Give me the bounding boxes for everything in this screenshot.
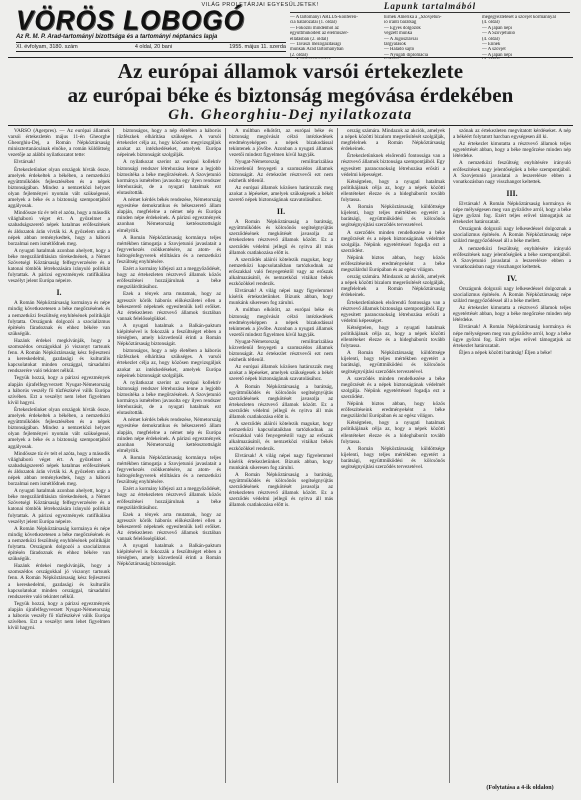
paragraph: A nemzetközi feszültség enyhítésére irányuló erőfeszítések nagy jelentőségűek a béke szempontjából. A Szovjetunió javaslatai a leszerelésre ebben a vonatkozásban nagy visszhangot keltettek.	[453, 160, 571, 185]
paragraph: A Román Népköztársaság a barátság, együttműködés és kölcsönös segítségnyújtás szerződésének megkötését javasolja az értekezleten résztvevő államok között. Ez a szerződés védelmi jellegű és nyitva áll más államok csatlakozása előtt is.	[229, 471, 333, 509]
section-number: I.	[56, 288, 62, 298]
paragraph: Kétségtelen, hogy a nyugati hatalmak politikájának célja az, hogy a népek közötti ellentéteket élezze és a hidegháborút tovább folytassa.	[341, 324, 445, 350]
headline-line-1: Az európai államok varsói értekezlete	[117, 59, 464, 83]
article-column-3	[229, 128, 333, 780]
paragraph: A nemzetközi feszültség enyhítésére irányuló erőfeszítések nagy jelentőségűek a béke szempontjából. A Szovjetunió javaslatai a leszerelésre ebben a vonatkozásban nagy visszhangot keltettek.	[453, 245, 571, 270]
contents-box	[290, 12, 570, 57]
article-column-5	[453, 128, 571, 780]
paragraph: ország számára. Mindazok az akciók, amelyek a népek közötti bizalom megerősítését szolgálják, megfelelnek a Román Népköztársaság érdekeinek.	[341, 128, 445, 153]
contents-entry: — Ennek	[482, 42, 501, 48]
paragraph: A Román Népköztársaság kormánya teljes mértékben támogatja a Szovjetunió javaslatait a fegyverkezés csökkentésére, az atom- és hidrogénfegyverek eltiltására és a nemzetközi feszültség enyhítésére.	[117, 234, 221, 265]
paragraph: Az európai államok közösen határozzák meg azokat a lépéseket, amelyek szükségesek a békét szerető népek biztonságának szavatolásához.	[229, 364, 333, 383]
masthead-infobar	[16, 42, 286, 52]
issue-number: XI. évfolyam, 3180. szám	[16, 44, 78, 50]
issue-date: 1955. május 11. szerda	[229, 44, 286, 50]
paragraph: A Román Népköztársaság küldöttsége kijelenti, hogy teljes mértékben egyetért a barátsági, együttműködési és kölcsönös segítségnyújtási szerződés tervezetével.	[341, 445, 445, 470]
contents-title: Lapunk tartalmából	[383, 1, 477, 11]
contents-entry: — A Szovjetunió	[482, 31, 516, 37]
paragraph: Mindössze tíz év telt el azóta, hogy a második világháború véget ért. A győzelmet a szabadságszerető népek hatalmas erőfeszítések és áldozatok árán vívták ki. A győzelem után a népek abban reménykedtek, hogy a háború borzalmai nem ismétlődnek meg.	[8, 210, 110, 247]
paragraph: Értekezletünket olyan országok hívták össze, amelyek érdekeltek a békében, a nemzetközi együttműködés fejlesztésében és a népek biztonságában. Mindez a nemzetközi helyzet olyan fejleményei nyomán vált szükségessé, amelyek a béke és a biztonság szempontjából aggályosak.	[8, 166, 110, 210]
paragraph: Hazánk érdekei megkívánják, hogy a szomszédos országokkal jó viszonyt tartsunk fenn. A Román Népköztársaság kész fejleszteni a kereskedelmi, gazdasági és kulturális kapcsolatokat minden országgal, társadalmi rendszerére való tekintet nélkül.	[8, 337, 110, 375]
section-number: III.	[506, 188, 518, 198]
contents-entry: tárgyalások	[384, 42, 407, 48]
paragraph: Az értekezlet kimutatta a résztvevő államok teljes egyetértését abban, hogy a béke megőrzése minden nép létérdeke.	[453, 141, 571, 160]
contents-entry: (2. oldal)	[290, 52, 308, 58]
headline-line-2: az európai béke és biztonság megóvása érdekében	[67, 83, 514, 107]
headline-subtitle: Gh. Gheorghiu-Dej nyilatkozata	[168, 107, 413, 123]
contents-entry: — Nyugati diplomácia	[384, 52, 428, 58]
paragraph: Értekezletünknek elsőrendű fontossága van a résztvevő államok biztonsága szempontjából. Egy egyesített parancsnokság létrehozása erősíti a védelmi képességet.	[341, 153, 445, 178]
paragraph: A Román Népköztársaság a barátság, együttműködés és kölcsönös segítségnyújtás szerződésének megkötését javasolja az értekezleten résztvevő államok között. Ez a szerződés védelmi jellegű és nyitva áll más államok csatlakozása előtt is.	[229, 383, 333, 421]
contents-entry: — Tavaszi mezőgazdasági	[290, 42, 341, 48]
paragraph: Ezért a kormány kifejezi azt a meggyőződését, hogy az értekezleten résztvevő államok közös erőfeszítései hozzájárulnak a béke megszilárdításához.	[117, 486, 221, 511]
paragraph: A Román Népköztársaság küldöttsége kijelenti, hogy teljes mértékben egyetért a barátsági, együttműködési és kölcsönös segítségnyújtási szerződés tervezetével.	[341, 204, 445, 229]
paragraph: Az értekezlet kimutatta a résztvevő államok teljes egyetértését abban, hogy a béke megőrzése minden nép létérdeke.	[453, 305, 571, 324]
paragraph: A Román Népköztársaság kormánya és népe mindig következetesen a béke megőrzésének és a nemzetközi feszültség enyhítésének politikáját folytatta. Országunk dolgozói a szocializmus építésén fáradoznak és ehhez békére van szükségük.	[8, 525, 110, 563]
paragraph: Népünk biztos abban, hogy közös erőfeszítéseink eredményeként a béke megszilárdul Európában és az egész világon.	[341, 401, 445, 420]
contents-entry: megegyeztetését a szovjet kormánnyal	[482, 15, 556, 20]
paragraph: Országunk dolgozói nagy lelkesedéssel dolgoznak a szocializmus építésén. A Román Népköztársaság népe szilárd meggyőződéssel áll a béke mellett.	[453, 226, 571, 245]
paragraph: A szerződés minden rendelkezése a béke megőrzését és a népek biztonságának védelmét szolgálja. Népünk egyetértéssel fogadja ezt a szerződést.	[341, 229, 445, 254]
paragraph: biztonságos, hogy a nép életében a háborús tűzfészkek elhárítása szükséges. A varsói értekezlet célja az, hogy közösen megvizsgáljuk azokat az intézkedéseket, amelyek Európa népeinek biztonságát szolgálják.	[117, 128, 221, 159]
contents-entry: — A Jugoszláviai	[384, 36, 418, 42]
paragraph: biztonságos, hogy a nép életében a háborús tűzfészkek elhárítása szükséges. A varsói értekezlet célja az, hogy közösen megvizsgáljuk azokat az intézkedéseket, amelyek Európa népeinek biztonságát szolgálják.	[117, 348, 221, 379]
masthead-motto: VILÁG PROLETÁRJAI EGYESÜLJETEK!	[201, 2, 319, 8]
paragraph: Kétségtelen, hogy a nyugati hatalmak politikájának célja az, hogy a népek közötti ellentéteket élezze és a hidegháborút tovább folytassa.	[341, 420, 445, 445]
masthead-logo-text: VÖRÖS LOBOGÓ	[16, 4, 245, 36]
contents-entry: együttműködést az élelmiszer-	[290, 31, 349, 37]
paragraph: Éljen a népek közötti barátság! Éljen a béke!	[459, 349, 552, 356]
article-column-2	[117, 128, 221, 780]
paragraph: Tegyük hozzá, hogy a párizsi egyezmények alapján újrafelfegyverzett Nyugat-Németország a háborús veszély fő tűzfészkévé válik Európa szívében. Ezt a veszélyt nem lehet figyelmen kívül hagyni.	[8, 375, 110, 406]
column-separator	[225, 128, 226, 783]
paragraph: Hazánk érdekei megkívánják, hogy a szomszédos országokkal jó viszonyt tartsunk fenn. A Román Népköztársaság kész fejleszteni a kereskedelmi, gazdasági és kulturális kapcsolatokat minden országgal, társadalmi rendszerére való tekintet nélkül.	[8, 563, 110, 600]
article-column-4	[341, 128, 445, 780]
paragraph: A nyugati hatalmak a Balkán-paktum kiépítésével is fokozzák a feszültséget ebben a térségben, amely közvetlenül érinti a Román Népköztársaság biztonságát.	[117, 543, 221, 568]
divider	[8, 57, 573, 58]
contents-entry: (4. oldal)	[482, 20, 500, 26]
contents-entry: — Egyes dolgozók	[384, 25, 421, 31]
paragraph: Országunk dolgozói nagy lelkesedéssel dolgoznak a szocializmus építésén. A Román Népköztársaság népe szilárd meggyőződéssel áll a béke mellett.	[453, 285, 571, 305]
paragraph: Elvtársak! A Román Népköztársaság kormánya és népe mélységesen meg van győződve arról, hogy a béke ügye győzni fog. Ezért teljes erővel támogatjuk az értekezlet határozatait.	[453, 200, 571, 226]
contents-col-2	[384, 15, 476, 59]
contents-entry: ellátásban (2. oldal)	[290, 36, 328, 42]
paragraph: Tegyük hozzá, hogy a párizsi egyezmények alapján újrafelfegyverzett Nyugat-Németország a háborús veszély fő tűzfészkévé válik Európa szívében. Ezt a veszélyt nem lehet figyelmen kívül hagyni.	[8, 600, 110, 632]
paragraph: Az európai államok közösen határozzák meg azokat a lépéseket, amelyek szükségesek a békét szerető népek biztonságának szavatolásához.	[229, 184, 333, 204]
paragraph: ország számára. Mindazok az akciók, amelyek a népek közötti bizalom megerősítését szolgálják, megfelelnek a Román Népköztársaság érdekeinek.	[341, 274, 445, 299]
contents-entry: hírnek Amerika a „Szovjetun-	[384, 15, 442, 20]
contents-entry: — A japán népi	[482, 25, 512, 31]
paragraph: A nyugati hatalmak azonban ahelyett, hogy a béke megszilárdítására törekednének, a Német Szövetségi Köztársaság felfegyverzésére és a katonai tömbök létrehozására irányuló politikát folytattak. A párizsi egyezmények ratifikálása veszélyt jelent Európa népeire.	[8, 488, 110, 525]
contents-entry: — Haladó sajtó	[384, 47, 415, 53]
paragraph: A Román Népköztársaság kormánya és népe mindig következetesen a béke megőrzésének és a nemzetközi feszültség enyhítésének politikáját folytatta. Országunk dolgozói a szocializmus építésén fáradoznak és ehhez békére van szükségük.	[8, 300, 110, 337]
continuation-note: (Folytatása a 4-ik oldalon)	[486, 785, 554, 791]
section-number: II.	[276, 207, 286, 217]
paragraph: A szerződés aláírói kötelezik magukat, hogy nemzetközi kapcsolataikban tartózkodnak az erőszakkal való fenyegetéstől vagy az erőszak alkalmazásától, és nemzetközi vitáikat békés eszközökkel rendezik.	[229, 256, 333, 288]
column-separator	[449, 128, 450, 783]
section-number: IV.	[507, 273, 517, 283]
paragraph: VARSÓ (Agerpres). — Az európai államok varsói értekezletén május 11-én Gheorghe Gheorghiu-Dej, a Román Népköztársaság minisztertanácsának elnöke, a román küldöttség vezetője az alábbi nyilatkozatot tette:	[8, 128, 110, 159]
column-separator	[337, 128, 338, 783]
paragraph: Értekezletünknek elsőrendű fontossága van a résztvevő államok biztonsága szempontjából. Egy egyesített parancsnokság létrehozása erősíti a védelmi képességet.	[341, 299, 445, 324]
column-separator	[113, 128, 114, 783]
paragraph: A Román Népköztársaság küldöttsége kijelenti, hogy teljes mértékben egyetért a barátsági, együttműködési és kölcsönös segítségnyújtási szerződés tervezetével.	[341, 350, 445, 375]
paragraph: Nyugat-Németország remilitarizálása közvetlenül fenyegeti a szomszédos államok biztonságát. Az értekezlet résztvevői ezt nem nézhetik tétlenül.	[229, 338, 333, 364]
paragraph: A Román Népköztársaság a barátság, együttműködés és kölcsönös segítségnyújtás szerződésének megkötését javasolja az értekezleten résztvevő államok között. Ez a szerződés védelmi jellegű és nyitva áll más államok csatlakozása előtt is.	[229, 219, 333, 256]
contents-entry: — A tartományi ARLUS-konferen-	[290, 15, 358, 20]
paragraph: A német kérdés békés rendezése, Németország egyesítése demokratikus és békeszerető állam alapján, megfelelne a német nép és Európa minden népe érdekeinek. A párizsi egyezmények azonban Németország kettéosztottságát elmélyítik.	[117, 417, 221, 454]
pages-price: 4 oldal, 20 bani	[134, 44, 173, 50]
paragraph: A Román Népköztársaság kormánya teljes mértékben támogatja a Szovjetunió javaslatait a fegyverkezés csökkentésére, az atom- és hidrogénfegyverek eltiltására és a nemzetközi feszültség enyhítésére.	[117, 454, 221, 486]
paragraph: Ezért a kormány kifejezi azt a meggyőződését, hogy az értekezleten résztvevő államok közös erőfeszítései hozzájárulnak a béke megszilárdításához.	[117, 266, 221, 291]
contents-entry: ió iránti barátság	[384, 20, 417, 26]
contents-entry: (4. oldal)	[482, 36, 500, 42]
divider	[8, 125, 573, 126]
paragraph: A nyilatkozat szerint az európai kollektív biztonsági rendszer létrehozása lenne a legjobb biztosítéka a béke megőrzésének. A Szovjetunió kormánya ismételten javasolta egy ilyen rendszer létrehozását, de a nyugati hatalmak ezt elutasították.	[117, 159, 221, 196]
paragraph: szónak az értekezleten megvitatott kérdéseket. A nép a békéért folytatott harcban egységesen áll ki.	[453, 128, 571, 141]
contents-entry: — A japán népi	[482, 52, 512, 58]
contents-entry: — Fokozni mindenhol az	[290, 25, 339, 31]
contents-col-1	[290, 15, 378, 59]
masthead-subtitle: Az R. M. P. Arad-tartományi bizottsága és a tartományi néptanács lapja	[16, 34, 218, 40]
paragraph: A múltban elkötött, az európai béke és biztonság megóvását célzó intézkedések eredményeképpen a népek bizakodással tekintenek a jövőbe. Azonban a nyugati államok vezetői mindezt figyelmen kívül hagyják.	[229, 307, 333, 338]
paragraph: Ezek a tények arra mutatnak, hogy az agresszív körök háborús előkészületei ellen a békeszerető népeknek egyesíteniük kell erőiket. Az értekezleten résztvevő államok tisztában vannak felelősségükkel.	[117, 291, 221, 322]
contents-entry	[482, 58, 570, 59]
paragraph: Elvtársak!	[14, 159, 36, 166]
paragraph: Nyugat-Németország remilitarizálása közvetlenül fenyegeti a szomszédos államok biztonságát. Az értekezlet résztvevői ezt nem nézhetik tétlenül.	[229, 159, 333, 184]
paragraph: A német kérdés békés rendezése, Németország egyesítése demokratikus és békeszerető állam alapján, megfelelne a német nép és Európa minden népe érdekeinek. A párizsi egyezmények azonban Németország kettéosztottságát elmélyítik.	[117, 197, 221, 234]
paragraph: Elvtársak! A Román Népköztársaság kormánya és népe mélységesen meg van győződve arról, hogy a béke ügye győzni fog. Ezért teljes erővel támogatjuk az értekezlet határozatait.	[453, 324, 571, 349]
paragraph: Mindössze tíz év telt el azóta, hogy a második világháború véget ért. A győzelmet a szabadságszerető népek hatalmas erőfeszítések és áldozatok árán vívták ki. A győzelem után a népek abban reménykedtek, hogy a háború borzalmai nem ismétlődnek meg.	[8, 450, 110, 488]
paragraph: A szerződés minden rendelkezése a béke megőrzését és a népek biztonságának védelmét szolgálja. Népünk egyetértéssel fogadja ezt a szerződést.	[341, 375, 445, 400]
contents-entry: — A szovjet	[482, 47, 506, 53]
contents-entry: cia határozatai (1. oldal)	[290, 20, 337, 26]
paragraph: A nyilatkozat szerint az európai kollektív biztonsági rendszer létrehozása lenne a legjobb biztosítéka a béke megőrzésének. A Szovjetunió kormánya ismételten javasolta egy ilyen rendszer létrehozását, de a nyugati hatalmak ezt elutasították.	[117, 379, 221, 417]
paragraph: Népünk biztos abban, hogy közös erőfeszítéseink eredményeként a béke megszilárdul Európában és az egész világon.	[341, 254, 445, 274]
article-column-1	[8, 128, 110, 780]
paragraph: Elvtársak! A világ népei nagy figyelemmel kísérik értekezletünket. Bízunk abban, hogy munkánk sikeresen fog zárulni.	[229, 452, 333, 471]
paragraph: Elvtársak! A világ népei nagy figyelemmel kísérik értekezletünket. Bízunk abban, hogy munkánk sikeresen fog zárulni.	[229, 288, 333, 307]
paragraph: A múltban elkötött, az európai béke és biztonság megóvását célzó intézkedések eredményeképpen a népek bizakodással tekintenek a jövőbe. Azonban a nyugati államok vezetői mindezt figyelmen kívül hagyják.	[229, 128, 333, 159]
contents-entry: végzett munka	[384, 31, 413, 37]
paragraph: Ezek a tények arra mutatnak, hogy az agresszív körök háborús előkészületei ellen a békeszerető népeknek egyesíteniük kell erőiket. Az értekezleten résztvevő államok tisztában vannak felelősségükkel.	[117, 511, 221, 543]
masthead-logo	[16, 4, 266, 36]
paragraph: A szerződés aláírói kötelezik magukat, hogy nemzetközi kapcsolataikban tartózkodnak az erőszakkal való fenyegetéstől vagy az erőszak alkalmazásától, és nemzetközi vitáikat békés eszközökkel rendezik.	[229, 421, 333, 452]
paragraph: Kétségtelen, hogy a nyugati hatalmak politikájának célja az, hogy a népek közötti ellentéteket élezze és a hidegháborút tovább folytassa.	[341, 178, 445, 204]
paragraph: A nyugati hatalmak azonban ahelyett, hogy a béke megszilárdítására törekednének, a Német Szövetségi Köztársaság felfegyverzésére és a katonai tömbök létrehozására irányuló politikát folytattak. A párizsi egyezmények ratifikálása veszélyt jelent Európa népeire.	[8, 247, 110, 285]
contents-entry: munkák Arad tartományban	[290, 47, 344, 53]
paragraph: A nyugati hatalmak a Balkán-paktum kiépítésével is fokozzák a feszültséget ebben a térségben, amely közvetlenül érinti a Román Népköztársaság biztonságát.	[117, 322, 221, 348]
paragraph: Értekezletünket olyan országok hívták össze, amelyek érdekeltek a békében, a nemzetközi együttműködés fejlesztésében és a népek biztonságában. Mindez a nemzetközi helyzet olyan fejleményei nyomán vált szükségessé, amelyek a béke és a biztonság szempontjából aggályosak.	[8, 406, 110, 450]
contents-col-3	[482, 15, 570, 59]
